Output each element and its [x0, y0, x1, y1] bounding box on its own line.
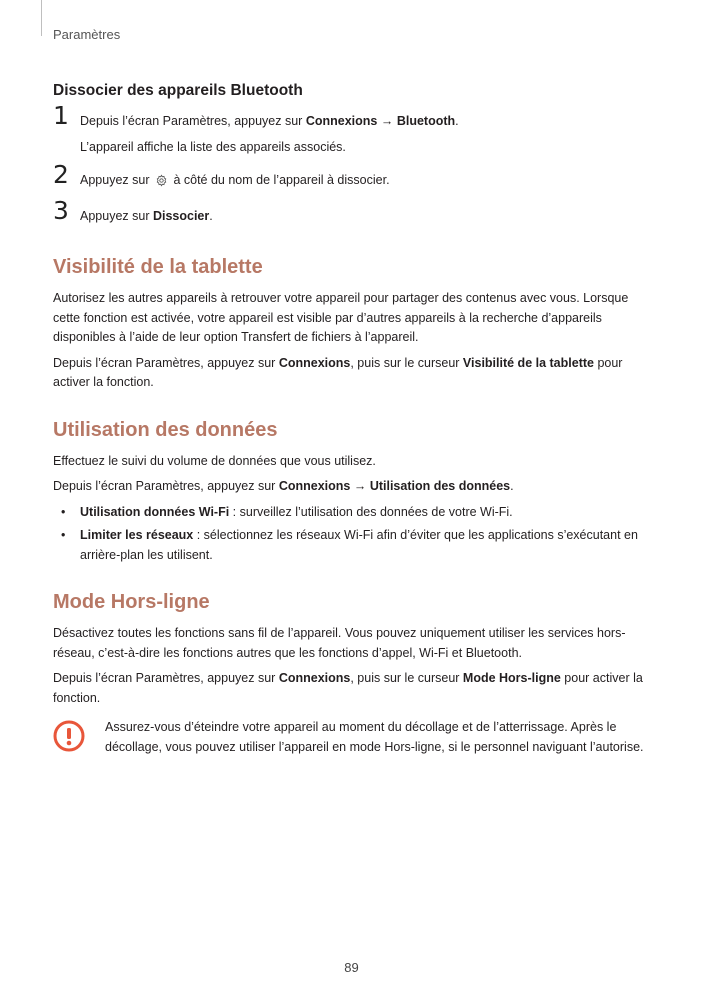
bullet-bold: Utilisation données Wi-Fi [80, 504, 230, 519]
step-text [80, 112, 653, 131]
bullet: • [61, 504, 66, 519]
bluetooth-section [53, 82, 653, 226]
data-usage-description: Effectuez le suivi du volume de données que vous utilisez. [53, 453, 376, 468]
data-usage-section [53, 419, 653, 566]
step-1 [53, 101, 653, 157]
warning-text: Assurez-vous d’éteindre votre appareil au moment du décollage et de l’atterrissage. Après le décollage, vous pouvez utiliser l’appareil en mode Hors-ligne, si le personnel naviguant l’autorise. [105, 720, 644, 754]
instruction-bold-visibility: Visibilité de la tablette [462, 355, 594, 370]
step-text [80, 171, 653, 193]
data-usage-title: Utilisation des données [53, 418, 278, 441]
warning-icon [53, 720, 85, 759]
bullet-bold: Limiter les réseaux [80, 528, 194, 542]
bullet-text: : sélectionnez les réseaux Wi-Fi afin d’éviter que les applications s’exécutant en arrière-plan les utilisent. [80, 528, 638, 562]
offline-section [53, 591, 653, 757]
step-number: 2 [53, 160, 69, 189]
instruction-bold-connexions: Connexions [278, 355, 351, 370]
step-2 [53, 160, 653, 193]
page-number: 89 [344, 960, 359, 975]
instruction-bold-connexions: Connexions [278, 671, 351, 685]
step-text-pre: Appuyez sur [80, 209, 153, 223]
step-subtext: L’appareil affiche la liste des appareils associés. [80, 140, 346, 154]
instruction-mid: , puis sur le curseur [350, 355, 463, 370]
data-usage-bullets [53, 503, 653, 566]
visibility-title: Visibilité de la tablette [53, 256, 263, 278]
step-text [80, 207, 653, 226]
step-3 [53, 196, 653, 226]
bullet: • [61, 528, 66, 542]
instruction-post: pour activer la fonction. [53, 355, 623, 389]
gear-icon [155, 174, 168, 193]
step-text-pre: Appuyez sur [80, 173, 153, 187]
instruction-mid: , puis sur le curseur [350, 671, 463, 685]
visibility-description: Autorisez les autres appareils à retrouver votre appareil pour partager des contenus avec vous. Lorsque cette fonction est activée, votre appareil est visible par d’autres appareils à la recherche d’appareils disponibles à l’aide de leur option Transfert de fichiers à l’appareil. [53, 291, 629, 344]
arrow-separator: → [350, 479, 370, 493]
list-item [53, 526, 653, 565]
list-item [53, 503, 653, 523]
step-text-post: . [209, 209, 213, 223]
instruction-pre: Depuis l’écran Paramètres, appuyez sur [53, 671, 279, 685]
step-bold-bluetooth: Bluetooth [396, 114, 456, 128]
instruction-pre: Depuis l’écran Paramètres, appuyez sur [53, 479, 279, 493]
instruction-pre: Depuis l’écran Paramètres, appuyez sur [53, 355, 279, 370]
step-bold-connexions: Connexions [305, 114, 378, 128]
page-content [53, 82, 653, 783]
step-number: 3 [53, 196, 69, 225]
offline-description: Désactivez toutes les fonctions sans fil de l’appareil. Vous pouvez uniquement utiliser les services hors-réseau, c’est-à-dire les fonctions autres que les fonctions d’appel, Wi-Fi et Bluetooth. [53, 626, 626, 660]
step-text-pre: Depuis l’écran Paramètres, appuyez sur [80, 114, 306, 128]
instruction-bold-data-usage: Utilisation des données [369, 479, 511, 493]
arrow-separator: → [377, 114, 397, 128]
step-bold-dissocier: Dissocier [152, 209, 210, 223]
data-usage-instruction [53, 477, 653, 497]
page-rule [41, 0, 42, 36]
bluetooth-title: Dissocier des appareils Bluetooth [53, 82, 303, 99]
offline-instruction [53, 669, 653, 708]
instruction-bold-offline: Mode Hors-ligne [462, 671, 561, 685]
instruction-post: . [510, 479, 514, 493]
visibility-section [53, 256, 653, 393]
instruction-bold-connexions: Connexions [278, 479, 351, 493]
visibility-instruction [53, 354, 653, 393]
running-header: Paramètres [53, 27, 121, 42]
step-text-post: . [455, 114, 459, 128]
instruction-post: pour activer la fonction. [53, 671, 643, 705]
step-number: 1 [53, 101, 69, 130]
offline-title: Mode Hors-ligne [53, 591, 210, 613]
step-text-post: à côté du nom de l’appareil à dissocier. [169, 173, 390, 187]
warning-note [53, 718, 653, 757]
bullet-text: : surveillez l’utilisation des données de votre Wi-Fi. [229, 504, 513, 519]
